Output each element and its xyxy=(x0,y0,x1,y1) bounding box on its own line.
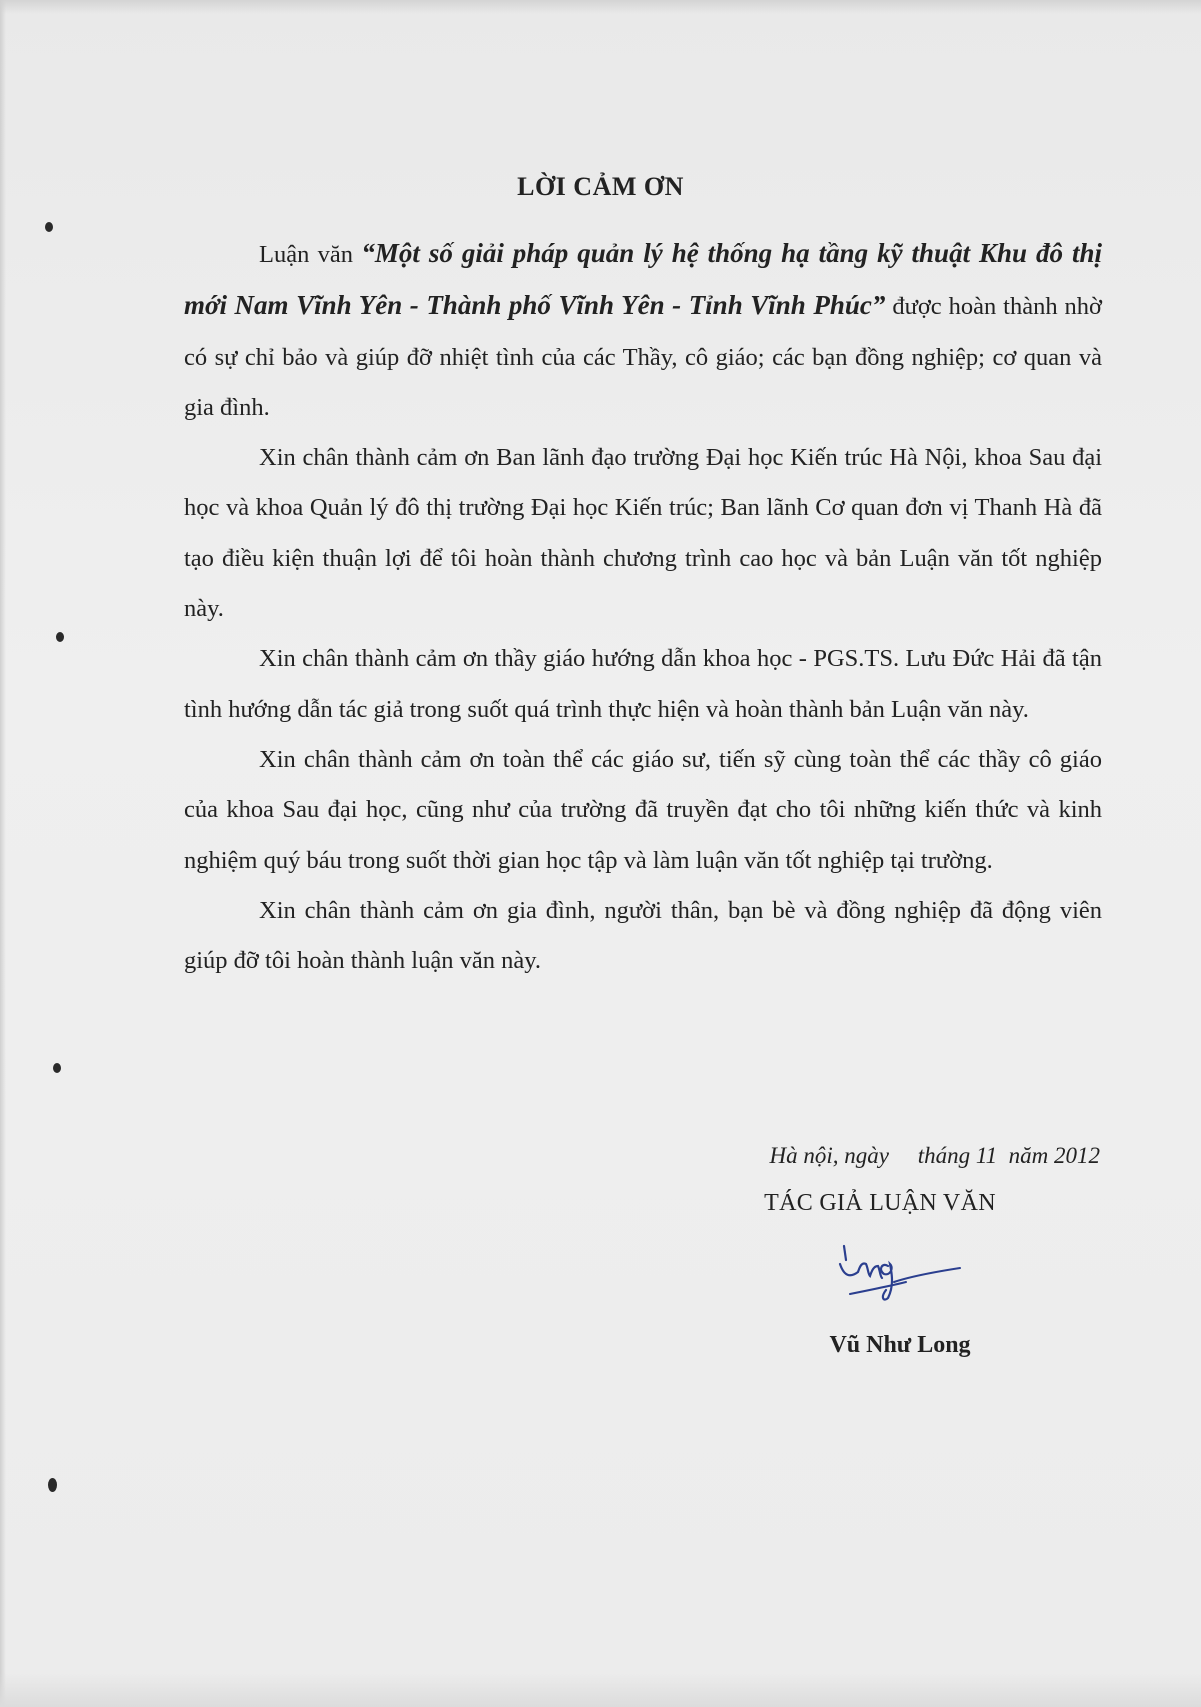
paragraph-intro xyxy=(184,228,1102,433)
punch-hole-mark xyxy=(48,1478,57,1492)
punch-hole-mark xyxy=(53,1063,61,1073)
thesis-title: “Một số giải pháp quản lý hệ thống hạ tầng kỹ thuật Khu đô thị mới Nam Vĩnh Yên - Thành phố Vĩnh Yên - Tỉnh Vĩnh Phúc” xyxy=(184,238,1103,321)
sign-date: Hà nội, ngày tháng 11 năm 2012 xyxy=(769,1143,1100,1168)
body-text xyxy=(184,228,1102,986)
paragraph-thanks-family: Xin chân thành cảm ơn gia đình, người thân, bạn bè và đồng nghiệp đã động viên giúp đỡ tôi hoàn thành luận văn này. xyxy=(184,896,1102,975)
intro-lead: Luận văn xyxy=(259,241,362,268)
paragraph-thanks-supervisor: Xin chân thành cảm ơn thầy giáo hướng dẫn khoa học - PGS.TS. Lưu Đức Hải đã tận tình hướng dẫn tác giả trong suốt quá trình thực hiện và hoàn thành bản Luận văn này. xyxy=(184,645,1102,723)
scan-edge-left xyxy=(0,0,6,1707)
scan-edge-top xyxy=(0,0,1201,14)
intro-rest: được hoàn thành nhờ có sự chỉ bảo và giúp đỡ nhiệt tình của các Thầy, cô giáo; các bạn đồng nghiệp; cơ quan và gia đình. xyxy=(184,293,1102,421)
paragraph-thanks-university: Xin chân thành cảm ơn Ban lãnh đạo trường Đại học Kiến trúc Hà Nội, khoa Sau đại học và khoa Quản lý đô thị trường Đại học Kiến trúc; Ban lãnh Cơ quan đơn vị Thanh Hà đã tạo điều kiện thuận lợi để tôi hoàn thành chương trình cao học và bản Luận văn tốt nghiệp này. xyxy=(184,444,1102,623)
paragraph-thanks-faculty: Xin chân thành cảm ơn toàn thể các giáo sư, tiến sỹ cùng toàn thể các thầy cô giáo của khoa Sau đại học, cũng như của trường đã truyền đạt cho tôi những kiến thức và kinh nghiệm quý báu trong suốt thời gian học tập và làm luận văn tốt nghiệp tại trường. xyxy=(184,745,1102,874)
handwritten-signature xyxy=(830,1242,970,1304)
scan-edge-bottom xyxy=(0,1673,1201,1707)
page-title: LỜI CẢM ƠN xyxy=(517,172,684,201)
punch-hole-mark xyxy=(56,632,64,642)
author-name: Vũ Như Long xyxy=(829,1332,971,1358)
sign-role: TÁC GIẢ LUẬN VĂN xyxy=(764,1190,996,1216)
punch-hole-mark xyxy=(45,222,53,232)
